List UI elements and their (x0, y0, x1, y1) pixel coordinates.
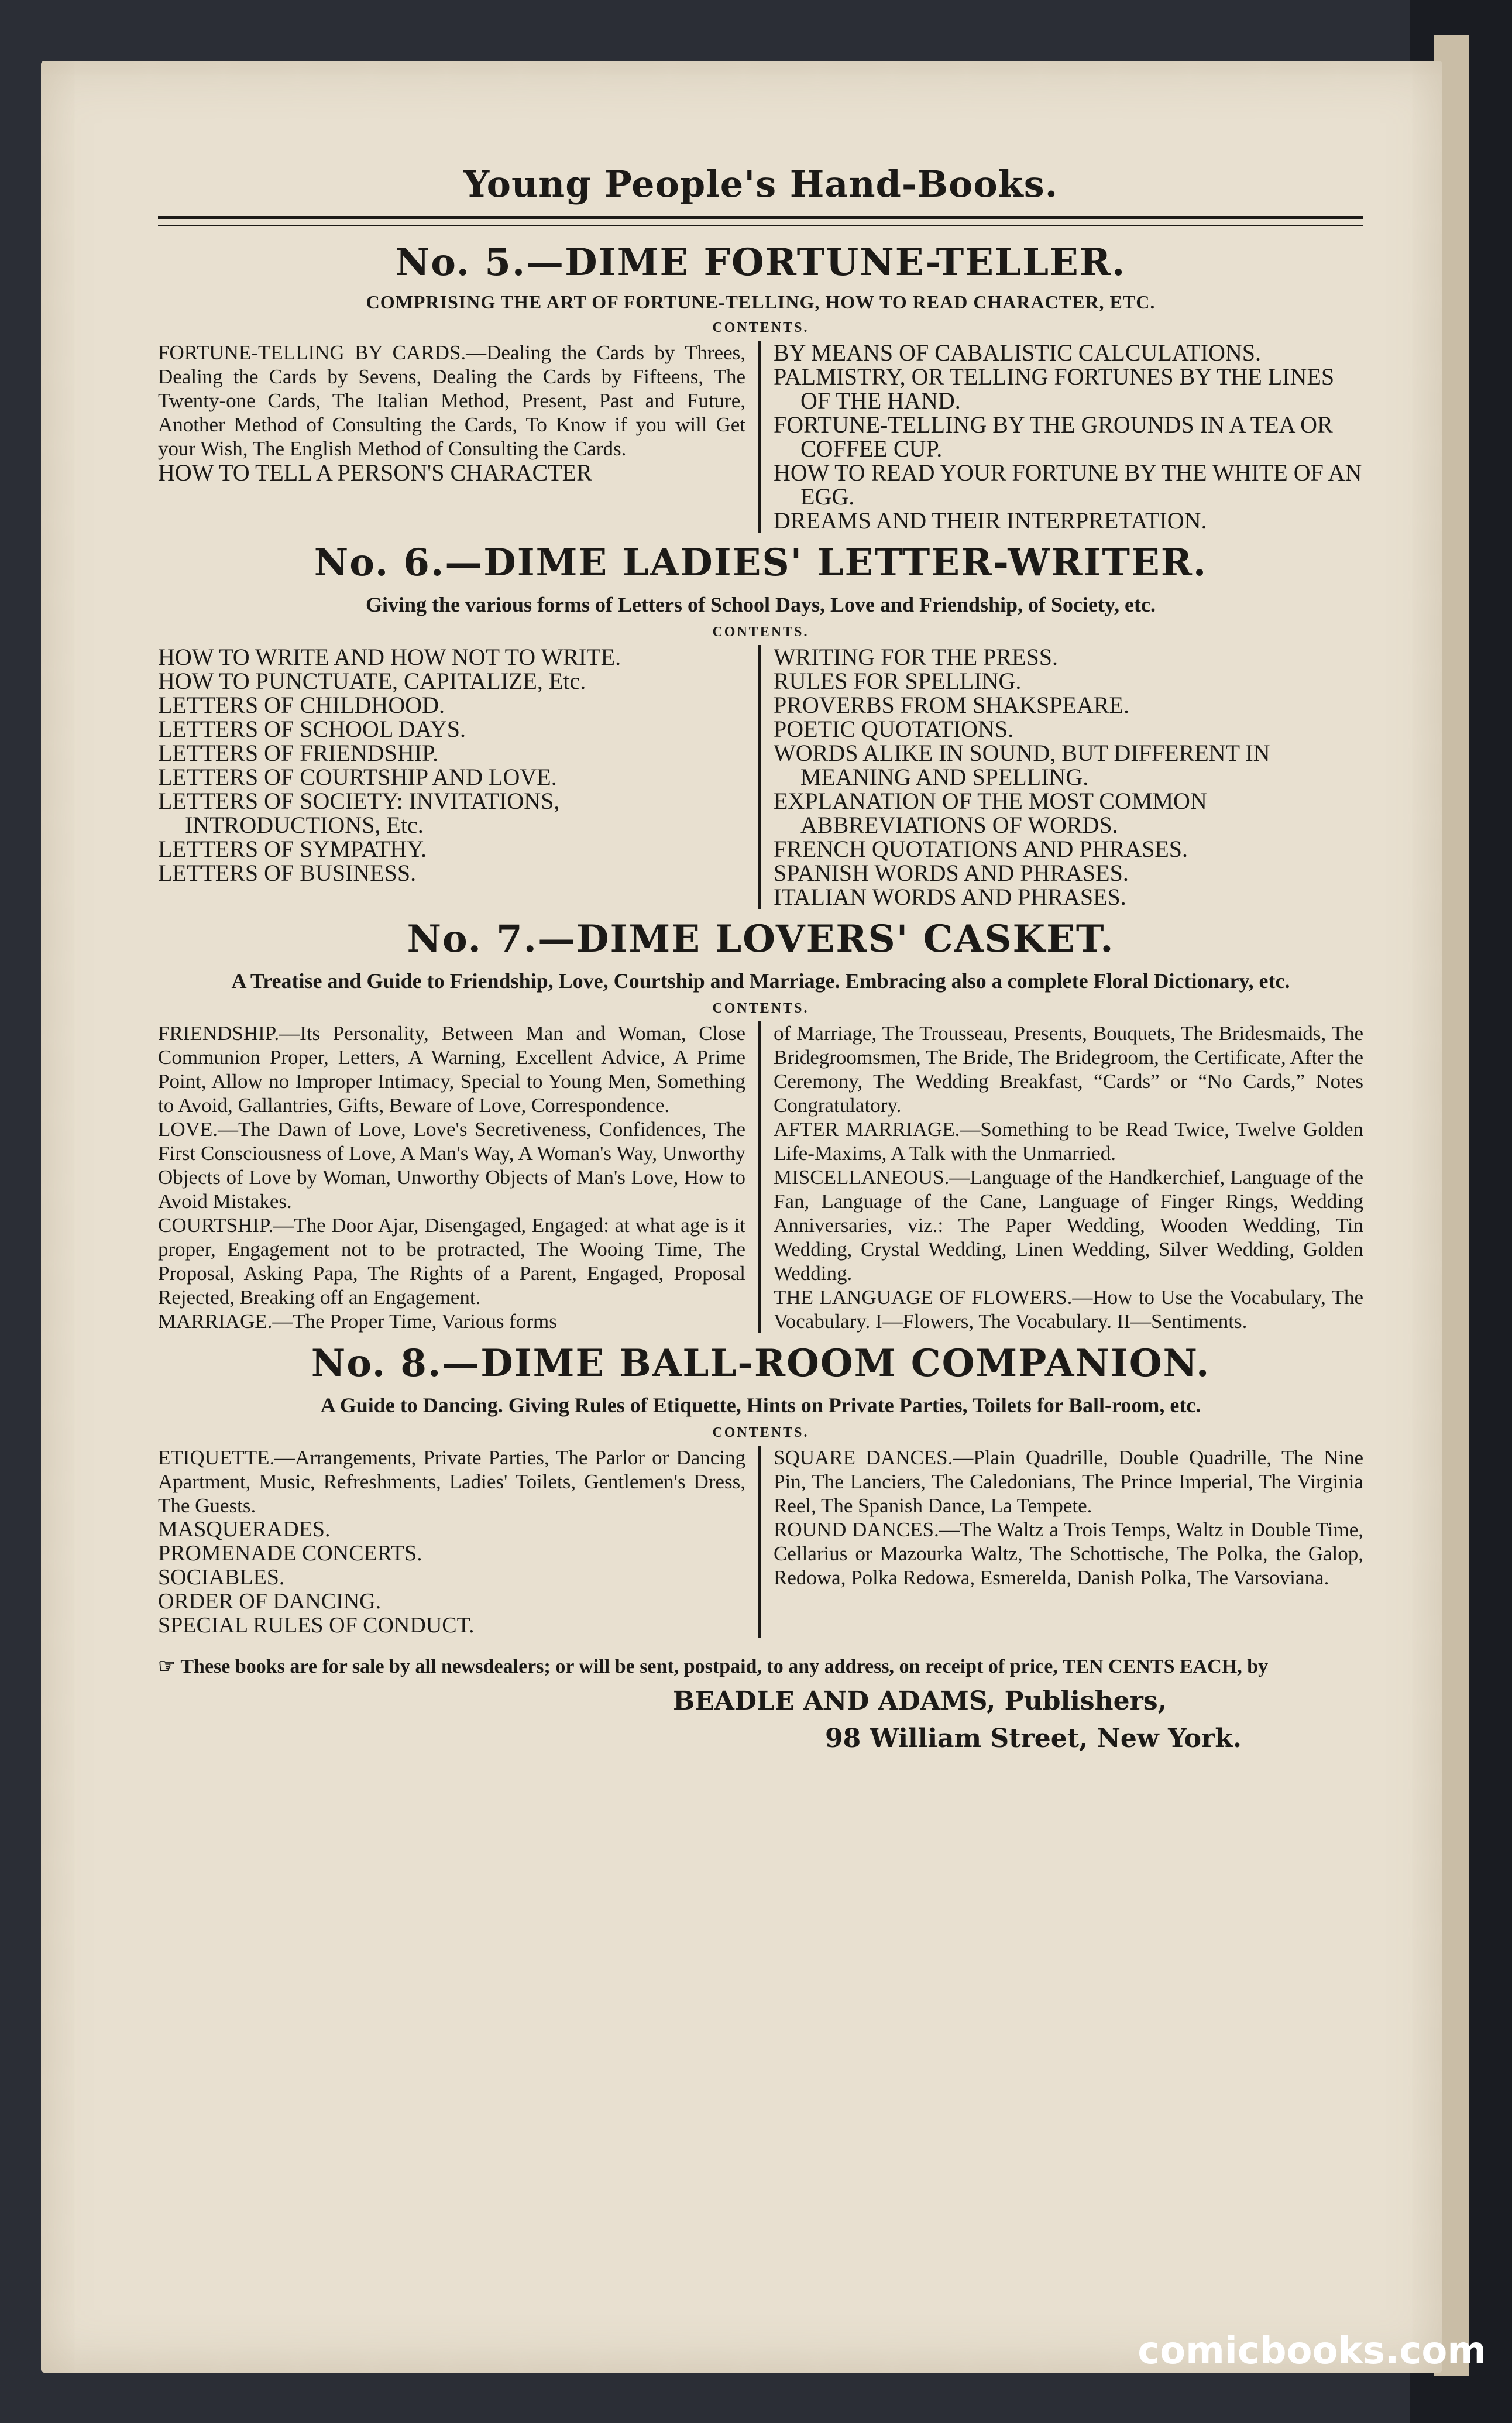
left-column (158, 341, 761, 533)
list-item: WORDS ALIKE IN SOUND, BUT DIFFERENT IN MEANING AND SPELLING. (774, 740, 1270, 790)
contents-label: CONTENTS. (712, 1001, 809, 1016)
contents-columns (158, 645, 1363, 909)
section-description: Giving the various forms of Letters of School Days, Love and Friendship, of Society, etc. (366, 593, 1156, 616)
list-item: LETTERS OF SOCIETY: INVITATIONS, INTRODUCTIONS, Etc. (158, 788, 560, 838)
list-item: BY MEANS OF CABALISTIC CALCULATIONS. (774, 339, 1262, 366)
list-item: ROUND DANCES.—The Waltz a Trois Temps, Waltz in Double Time, Cellarius or Mazourka Waltz, The Schottische, The Polka, the Galop, Redowa, Polka Redowa, Esmerelda, Danish Polka, The Varsoviana. (774, 1518, 1363, 1589)
list-item: PROMENADE CONCERTS. (158, 1541, 422, 1566)
list-item: ITALIAN WORDS AND PHRASES. (774, 884, 1126, 910)
section-title: No. 6.—DIME LADIES' LETTER-WRITER. (314, 541, 1208, 585)
publisher-name: BEADLE AND ADAMS, Publishers, (673, 1686, 1167, 1716)
section-title: No. 5.—DIME FORTUNE-TELLER. (395, 241, 1126, 284)
publisher-address: 98 William Street, New York. (825, 1724, 1242, 1753)
section-letter-writer (158, 541, 1363, 909)
list-item: FORTUNE-TELLING BY THE GROUNDS IN A TEA OR COFFEE CUP. (774, 411, 1333, 462)
right-column (761, 1446, 1363, 1638)
list-item: PROVERBS FROM SHAKSPEARE. (774, 692, 1129, 718)
list-item: THE LANGUAGE OF FLOWERS.—How to Use the Vocabulary, The Vocabulary. I—Flowers, The Vocabulary. II—Sentiments. (774, 1286, 1363, 1333)
list-item: AFTER MARRIAGE.—Something to be Read Twice, Twelve Golden Life-Maxims, A Talk with the Unmarried. (774, 1118, 1363, 1165)
list-item: RULES FOR SPELLING. (774, 668, 1022, 694)
left-column (158, 1021, 761, 1333)
list-item: WRITING FOR THE PRESS. (774, 644, 1058, 670)
contents-columns (158, 1021, 1363, 1333)
header-rule (158, 216, 1363, 226)
list-item: SPANISH WORDS AND PHRASES. (774, 860, 1129, 886)
section-description: A Treatise and Guide to Friendship, Love, Courtship and Marriage. Embracing also a complete Floral Dictionary, etc. (231, 969, 1290, 993)
section-fortune-teller (158, 241, 1363, 533)
list-item: LETTERS OF CHILDHOOD. (158, 692, 445, 718)
section-lovers-casket (158, 917, 1363, 1333)
contents-label: CONTENTS. (712, 1425, 809, 1440)
contents-columns (158, 1446, 1363, 1638)
list-item: SOCIABLES. (158, 1565, 285, 1590)
section-title: No. 8.—DIME BALL-ROOM COMPANION. (311, 1341, 1211, 1385)
section-subtitle: COMPRISING THE ART OF FORTUNE-TELLING, HOW TO READ CHARACTER, ETC. (366, 291, 1156, 313)
list-item: HOW TO WRITE AND HOW NOT TO WRITE. (158, 644, 621, 670)
right-column (761, 341, 1363, 533)
left-column (158, 1446, 761, 1638)
list-item: ETIQUETTE.—Arrangements, Private Parties, The Parlor or Dancing Apartment, Music, Refreshments, Ladies' Toilets, Gentlemen's Dress, The Guests. (158, 1446, 745, 1517)
list-item: MARRIAGE.—The Proper Time, Various forms (158, 1310, 557, 1333)
list-item: HOW TO TELL A PERSON'S CHARACTER (158, 459, 592, 486)
section-title: No. 7.—DIME LOVERS' CASKET. (407, 917, 1115, 961)
left-column (158, 645, 761, 909)
list-item: of Marriage, The Trousseau, Presents, Bouquets, The Bridesmaids, The Bridegroomsmen, The Bride, The Bridegroom, the Certificate, After the Ceremony, The Wedding Breakfast, “Cards” or “No Cards,” Notes Congratulatory. (774, 1022, 1363, 1117)
page-content (158, 99, 1363, 1755)
watermark: comicbooks.com (1138, 2329, 1486, 2373)
list-item: LETTERS OF FRIENDSHIP. (158, 740, 438, 766)
sales-note: ☞ These books are for sale by all newsdealers; or will be sent, postpaid, to any address, on receipt of price, TEN CENTS EACH, by (158, 1656, 1269, 1677)
list-item: LETTERS OF SYMPATHY. (158, 836, 427, 862)
list-item: MISCELLANEOUS.—Language of the Handkerchief, Language of the Fan, Language of the Cane, Language of Finger Rings, Wedding Anniversaries, viz.: The Paper Wedding, Wooden Wedding, Tin Wedding, Crystal Wedding, Linen Wedding, Silver Wedding, Golden Wedding. (774, 1166, 1363, 1285)
right-column (761, 645, 1363, 909)
contents-columns (158, 341, 1363, 533)
list-item: LETTERS OF SCHOOL DAYS. (158, 716, 466, 742)
list-item: PALMISTRY, OR TELLING FORTUNES BY THE LINES OF THE HAND. (774, 363, 1335, 414)
contents-label: CONTENTS. (712, 624, 809, 640)
list-item: FORTUNE-TELLING BY CARDS.—Dealing the Cards by Threes, Dealing the Cards by Sevens, Dealing the Cards by Fifteens, The Twenty-one Cards, The Italian Method, Present, Past and Future, Another Method of Consulting the Cards, To Know if you will Get your Wish, The English Method of Consulting the Cards. (158, 341, 745, 460)
list-item: COURTSHIP.—The Door Ajar, Disengaged, Engaged: at what age is it proper, Engagement not to be protracted, The Wooing Time, The Proposal, Asking Papa, The Rights of a Parent, Engaged, Proposal Rejected, Breaking off an Engagement. (158, 1214, 745, 1309)
list-item: EXPLANATION OF THE MOST COMMON ABBREVIATIONS OF WORDS. (774, 788, 1207, 838)
contents-label: CONTENTS. (712, 320, 809, 335)
list-item: LOVE.—The Dawn of Love, Love's Secretiveness, Confidences, The First Consciousness of Love, A Man's Way, A Woman's Way, Unworthy Objects of Love by Woman, Unworthy Objects of Man's Love, How to Avoid Mistakes. (158, 1118, 745, 1213)
section-ball-room (158, 1341, 1363, 1638)
list-item: HOW TO PUNCTUATE, CAPITALIZE, Etc. (158, 668, 586, 694)
right-column (761, 1021, 1363, 1333)
list-item: LETTERS OF BUSINESS. (158, 860, 417, 886)
list-item: POETIC QUOTATIONS. (774, 716, 1014, 742)
section-description: A Guide to Dancing. Giving Rules of Etiquette, Hints on Private Parties, Toilets for Ball-room, etc. (320, 1394, 1201, 1417)
list-item: LETTERS OF COURTSHIP AND LOVE. (158, 764, 557, 790)
list-item: FRENCH QUOTATIONS AND PHRASES. (774, 836, 1188, 862)
running-head: Young People's Hand-Books. (463, 163, 1059, 205)
list-item: FRIENDSHIP.—Its Personality, Between Man and Woman, Close Communion Proper, Letters, A Warning, Excellent Advice, A Prime Point, Allow no Improper Intimacy, Special to Young Men, Something to Avoid, Gallantries, Gifts, Beware of Love, Correspondence. (158, 1022, 745, 1117)
list-item: SQUARE DANCES.—Plain Quadrille, Double Quadrille, The Nine Pin, The Lanciers, The Caledonians, The Prince Imperial, The Virginia Reel, The Spanish Dance, La Tempete. (774, 1446, 1363, 1517)
list-item: HOW TO READ YOUR FORTUNE BY THE WHITE OF AN EGG. (774, 459, 1362, 510)
list-item: MASQUERADES. (158, 1517, 331, 1542)
list-item: SPECIAL RULES OF CONDUCT. (158, 1613, 475, 1638)
list-item: DREAMS AND THEIR INTERPRETATION. (774, 507, 1207, 534)
list-item: ORDER OF DANCING. (158, 1589, 382, 1614)
